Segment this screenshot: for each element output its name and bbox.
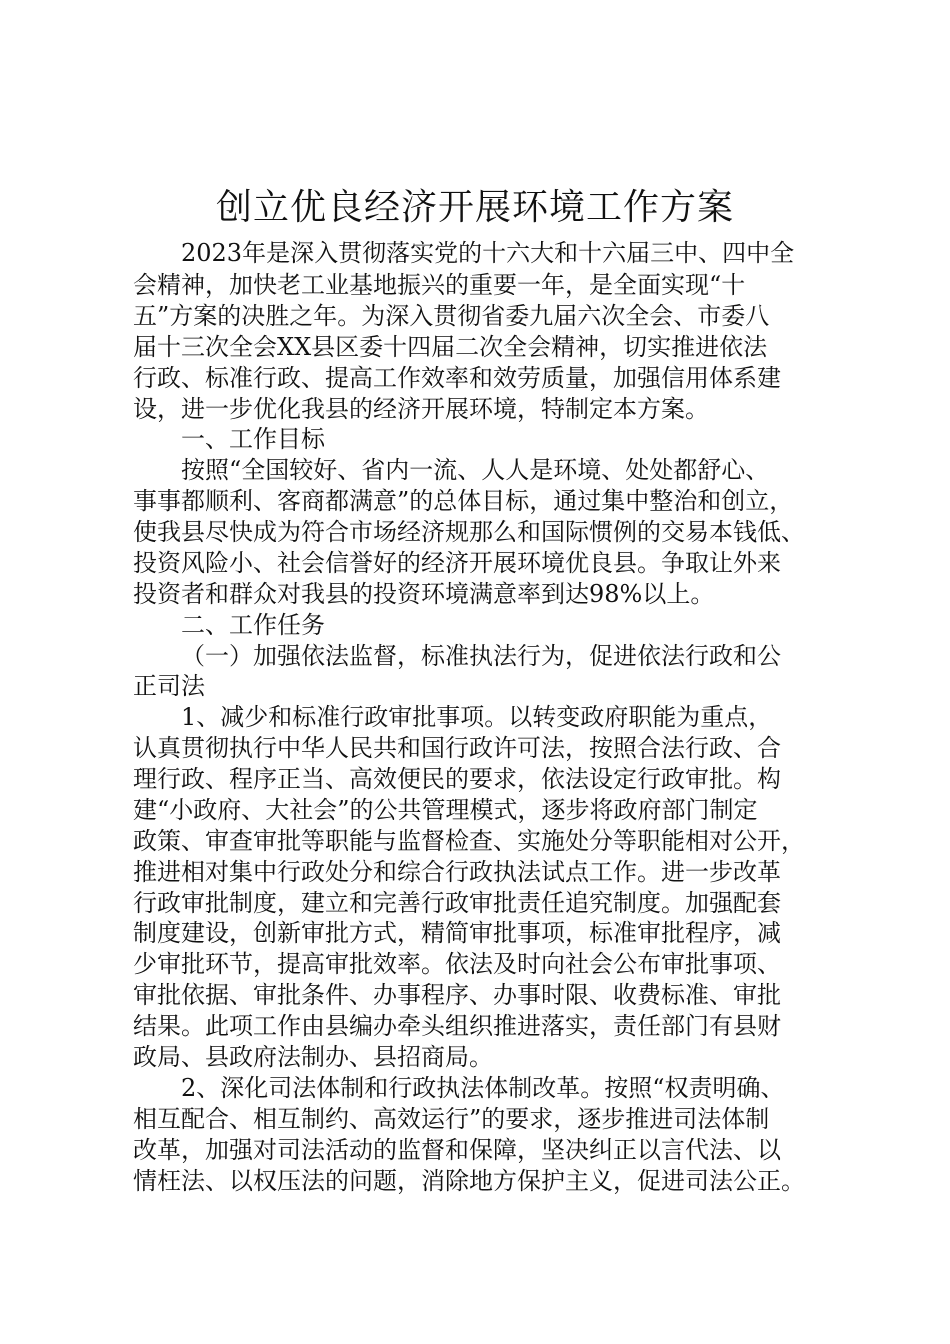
section-heading: 二、工作任务 [181,611,325,639]
paragraph-line: 2、深化司法体制和行政执法体制改革。按照“权责明确、 [181,1074,785,1102]
paragraph-line: 2023年是深入贯彻落实党的十六大和十六届三中、四中全 [181,239,795,267]
paragraph-line: 审批依据、审批条件、办事程序、办事时限、收费标准、审批 [133,981,781,1009]
paragraph-line: 投资者和群众对我县的投资环境满意率到达98%以上。 [133,580,715,608]
document-title: 创立优良经济开展环境工作方案 [215,187,734,228]
paragraph-line: 制度建设，创新审批方式，精简审批事项，标准审批程序，减 [133,919,781,947]
paragraph-line: 会精神，加快老工业基地振兴的重要一年，是全面实现“十 [133,271,746,299]
paragraph-line: 行政审批制度，建立和完善行政审批责任追究制度。加强配套 [133,889,781,917]
paragraph-line: 建“小政府、大社会”的公共管理模式，逐步将政府部门制定 [133,796,758,824]
paragraph-line: 认真贯彻执行中华人民共和国行政许可法，按照合法行政、合 [133,734,781,762]
paragraph-line: 行政、标准行政、提高工作效率和效劳质量，加强信用体系建 [133,364,781,392]
paragraph-line: 少审批环节，提高审批效率。依法及时向社会公布审批事项、 [133,950,781,978]
paragraph-line: 投资风险小、社会信誉好的经济开展环境优良县。争取让外来 [133,549,781,577]
paragraph-line: 事事都顺利、客商都满意”的总体目标，通过集中整治和创立， [133,487,794,515]
paragraph-line: 相互配合、相互制约、高效运行”的要求，逐步推进司法体制 [133,1105,770,1133]
paragraph-line: 届十三次全会XX县区委十四届二次全会精神，切实推进依法 [133,333,768,361]
paragraph-line: 结果。此项工作由县编办牵头组织推进落实，责任部门有县财 [133,1012,781,1040]
paragraph-line: 政策、审查审批等职能与监督检查、实施处分等职能相对公开， [133,827,805,855]
subsection-heading: 正司法 [133,672,205,700]
paragraph-line: 推进相对集中行政处分和综合行政执法试点工作。进一步改革 [133,858,781,886]
paragraph-line: 五”方案的决胜之年。为深入贯彻省委九届六次全会、市委八 [133,302,770,330]
paragraph-line: 设，进一步优化我县的经济开展环境，特制定本方案。 [133,395,709,423]
paragraph-line: 改革，加强对司法活动的监督和保障，坚决纠正以言代法、以 [133,1136,781,1164]
paragraph-line: 政局、县政府法制办、县招商局。 [133,1043,493,1071]
subsection-heading: （一）加强依法监督，标准执法行为，促进依法行政和公 [181,642,781,670]
paragraph-line: 使我县尽快成为符合市场经济规那么和国际惯例的交易本钱低、 [133,518,805,546]
paragraph-line: 理行政、程序正当、高效便民的要求，依法设定行政审批。构 [133,765,781,793]
paragraph-line: 1、减少和标准行政审批事项。以转变政府职能为重点， [181,703,773,731]
paragraph-line: 情枉法、以权压法的问题，消除地方保护主义，促进司法公正。 [133,1167,805,1195]
paragraph-line: 按照“全国较好、省内一流、人人是环境、处处都舒心、 [181,456,770,484]
section-heading: 一、工作目标 [181,425,325,453]
